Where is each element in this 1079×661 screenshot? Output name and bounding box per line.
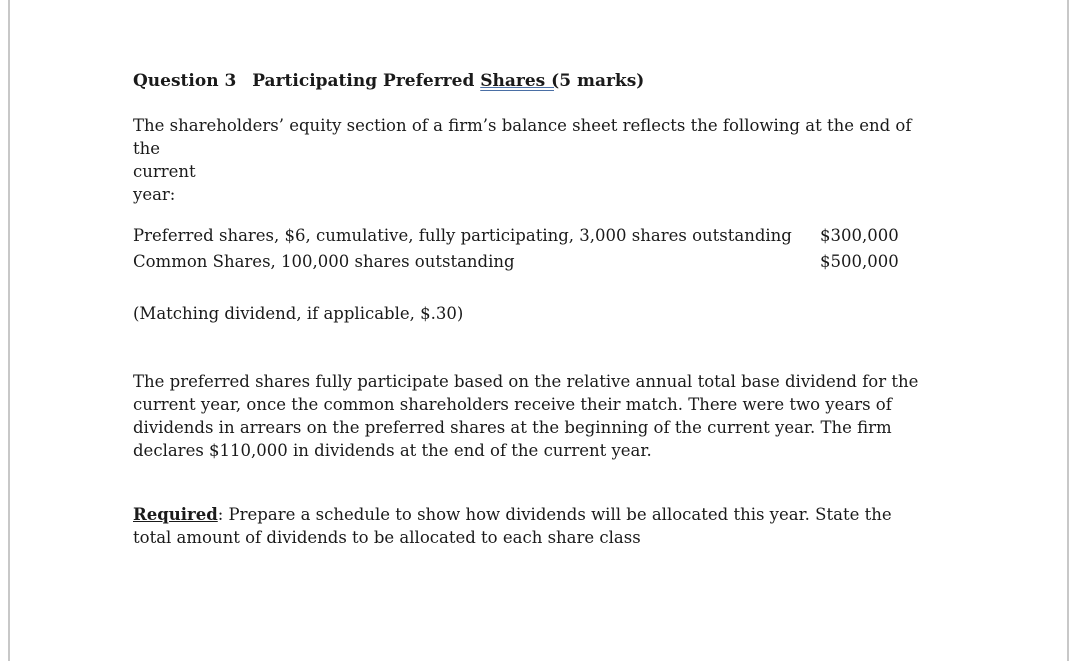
equity-row-common [133,250,913,276]
intro-line-3: year: [133,185,176,204]
equity-row-amount: $300,000 [820,226,899,245]
equity-row-preferred [133,224,913,250]
question-title: Participating Preferred Shares (5 marks) [252,71,645,91]
question-heading [133,70,953,96]
question-number: Question 3 [133,71,237,91]
intro-paragraph [133,114,933,206]
intro-line-2: current [133,162,196,181]
required-label: Required [133,505,218,524]
question-content [133,70,953,547]
participation-paragraph: The preferred shares fully participate based on the relative annual total base dividend for the current year, once the common shareholders receive their match. There were two years of dividends in arrears on the preferred shares at the beginning of the current year. The firm declares $110,000 in dividends at the end of the current year. [133,372,919,460]
equity-row-amount: $500,000 [820,252,899,271]
page-border-right [1067,0,1069,661]
equity-table [133,224,913,276]
question-title-underlined: Shares ( [480,71,560,91]
document-page [10,0,1067,661]
equity-row-description: Preferred shares, $6, cumulative, fully participating, 3,000 shares outstanding [133,226,792,245]
required-text: : Prepare a schedule to show how dividends will be allocated this year. State the total amount of dividends to be allocated to each share class [133,505,892,547]
equity-row-description: Common Shares, 100,000 shares outstanding [133,252,515,271]
intro-line-1: The shareholders’ equity section of a firm’s balance sheet reflects the following at the end of the [133,116,912,158]
matching-dividend-note: (Matching dividend, if applicable, $.30) [133,304,464,323]
required-paragraph [133,503,933,549]
